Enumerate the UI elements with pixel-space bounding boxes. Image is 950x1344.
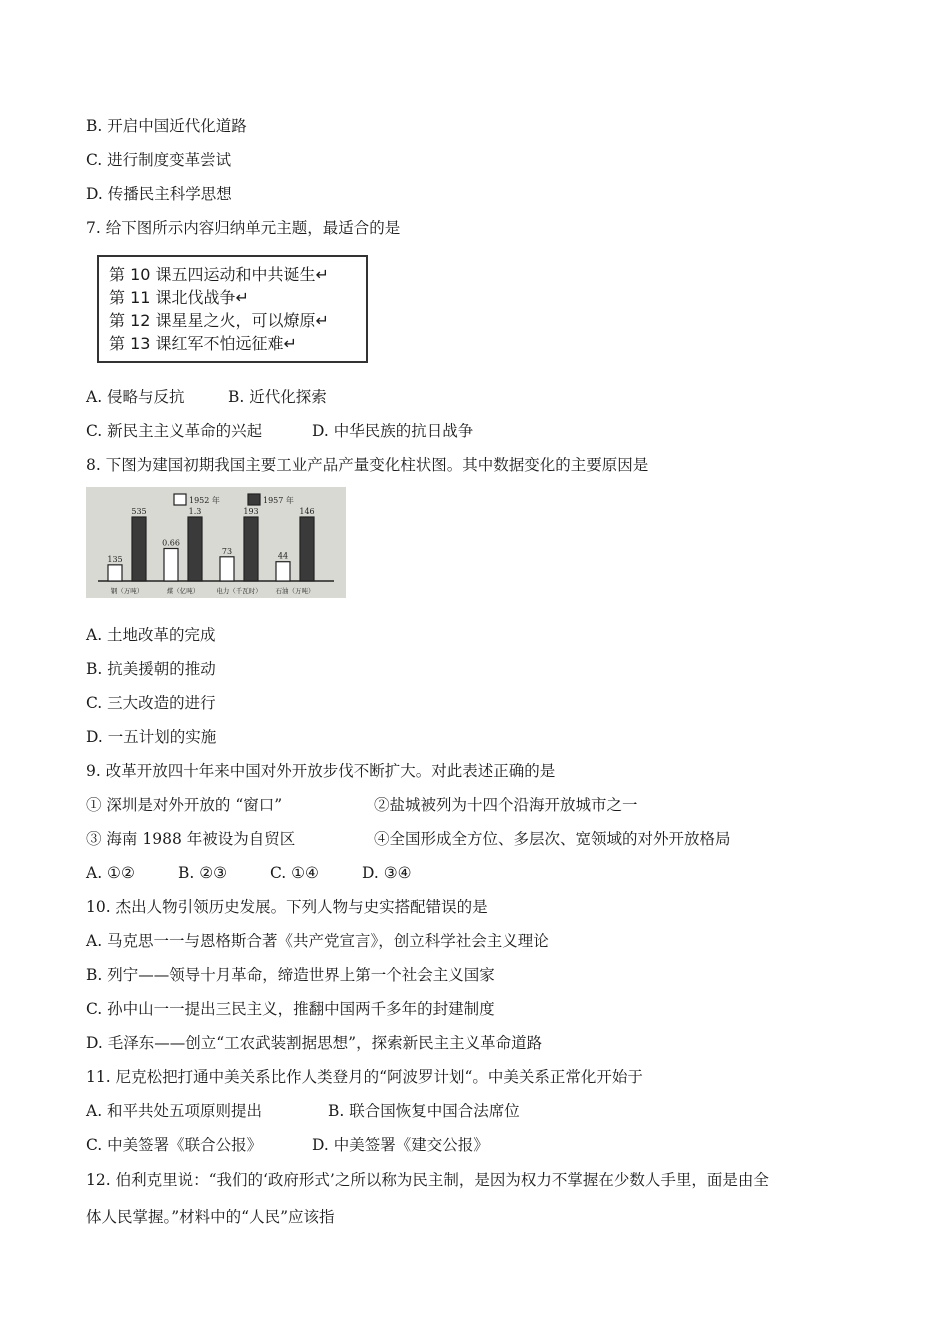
- production-bar-chart: [86, 487, 346, 598]
- q9-stem: 9. 改革开放四十年来中国对外开放步伐不断扩大。对此表述正确的是: [86, 762, 556, 780]
- legend-swatch-1957: [248, 494, 260, 505]
- q9-statement-4: ④全国形成全方位、多层次、宽领域的对外开放格局: [374, 830, 731, 848]
- chart-svg: [86, 487, 346, 598]
- q11-option-d: D. 中美签署《建交公报》: [312, 1136, 489, 1154]
- q8-option-d: D. 一五计划的实施: [86, 728, 217, 746]
- legend-label-1957: 1957 年: [263, 496, 294, 505]
- bar-label-1952-1: 0.66: [162, 538, 180, 548]
- q12-stem-line1: 12. 伯利克里说：“我们的‘政府形式’之所以称为民主制，是因为权力不掌握在少数人手里，面是由全: [86, 1171, 769, 1189]
- q11-option-b: B. 联合国恢复中国合法席位: [328, 1102, 520, 1120]
- chart-bars: [107, 507, 314, 595]
- bar-1957-1: [188, 517, 202, 581]
- q7-option-b: B. 近代化探索: [228, 388, 327, 406]
- q7-option-d: D. 中华民族的抗日战争: [312, 422, 474, 440]
- q8-option-c: C. 三大改造的进行: [86, 694, 216, 712]
- category-label-1: 煤（亿吨）: [166, 587, 200, 595]
- q8-option-a: A. 土地改革的完成: [86, 626, 216, 644]
- category-label-3: 石油（万吨）: [275, 587, 315, 595]
- bar-1952-1: [164, 549, 178, 581]
- q10-stem: 10. 杰出人物引领历史发展。下列人物与史实搭配错误的是: [86, 898, 488, 916]
- q10-option-b: B. 列宁——领导十月革命，缔造世界上第一个社会主义国家: [86, 966, 495, 984]
- bar-1952-0: [108, 565, 122, 581]
- q10-option-d: D. 毛泽东——创立“工农武装割据思想”，探索新民主主义革命道路: [86, 1034, 543, 1052]
- bar-1952-3: [276, 562, 290, 581]
- q7-stem: 7. 给下图所示内容归纳单元主题，最适合的是: [86, 219, 401, 237]
- q7-lesson-10: 第 10 课五四运动和中共诞生↵: [109, 265, 329, 284]
- bar-label-1957-1: 1.3: [188, 507, 202, 516]
- q7-option-c: C. 新民主主义革命的兴起: [86, 422, 263, 440]
- bar-label-1957-0: 535: [131, 507, 147, 516]
- q7-option-a: A. 侵略与反抗: [86, 388, 185, 406]
- q9-statement-3: ③ 海南 1988 年被设为自贸区: [86, 830, 296, 848]
- q10-option-a: A. 马克思一一与恩格斯合著《共产党宣言》，创立科学社会主义理论: [86, 932, 549, 950]
- bar-1957-0: [132, 517, 146, 581]
- q9-statement-2: ②盐城被列为十四个沿海开放城市之一: [374, 796, 638, 814]
- q7-lesson-12: 第 12 课星星之火，可以燎原↵: [109, 311, 329, 330]
- q8-option-b: B. 抗美援朝的推动: [86, 660, 216, 678]
- bar-label-1957-3: 146: [299, 507, 315, 516]
- bar-1957-3: [300, 517, 314, 581]
- q9-statement-1: ① 深圳是对外开放的 “窗口”: [86, 796, 283, 814]
- q7-lesson-box: [97, 255, 368, 363]
- category-label-2: 电力（千瓦时）: [216, 587, 262, 595]
- q9-option-b: B. ②③: [178, 864, 228, 882]
- q11-option-c: C. 中美签署《联合公报》: [86, 1136, 263, 1154]
- q9-option-c: C. ①④: [270, 864, 319, 882]
- bar-1957-2: [244, 517, 258, 581]
- bar-label-1952-3: 44: [277, 551, 289, 561]
- q6-option-b: B. 开启中国近代化道路: [86, 117, 247, 135]
- q11-stem: 11. 尼克松把打通中美关系比作人类登月的“阿波罗计划“。中美关系正常化开始于: [86, 1068, 643, 1086]
- q12-stem-line2: 体人民掌握。”材料中的“人民”应该指: [86, 1208, 335, 1226]
- q7-lesson-13: 第 13 课红军不怕远征难↵: [109, 334, 297, 353]
- q9-option-a: A. ①②: [86, 864, 135, 882]
- q7-lesson-11: 第 11 课北伐战争↵: [109, 288, 249, 307]
- q6-option-d: D. 传播民主科学思想: [86, 185, 232, 203]
- category-label-0: 钢（万吨）: [110, 587, 144, 595]
- bar-label-1952-2: 73: [221, 546, 233, 556]
- q8-stem: 8. 下图为建国初期我国主要工业产品产量变化柱状图。其中数据变化的主要原因是: [86, 456, 649, 474]
- legend-label-1952: 1952 年: [189, 496, 220, 505]
- q11-option-a: A. 和平共处五项原则提出: [86, 1102, 263, 1120]
- bar-label-1952-0: 135: [107, 554, 123, 564]
- legend-swatch-1952: [174, 494, 186, 505]
- bar-label-1957-2: 193: [243, 507, 259, 516]
- bar-1952-2: [220, 557, 234, 581]
- q6-option-c: C. 进行制度变革尝试: [86, 151, 232, 169]
- q9-option-d: D. ③④: [362, 864, 412, 882]
- q10-option-c: C. 孙中山一一提出三民主义，推翻中国两千多年的封建制度: [86, 1000, 495, 1018]
